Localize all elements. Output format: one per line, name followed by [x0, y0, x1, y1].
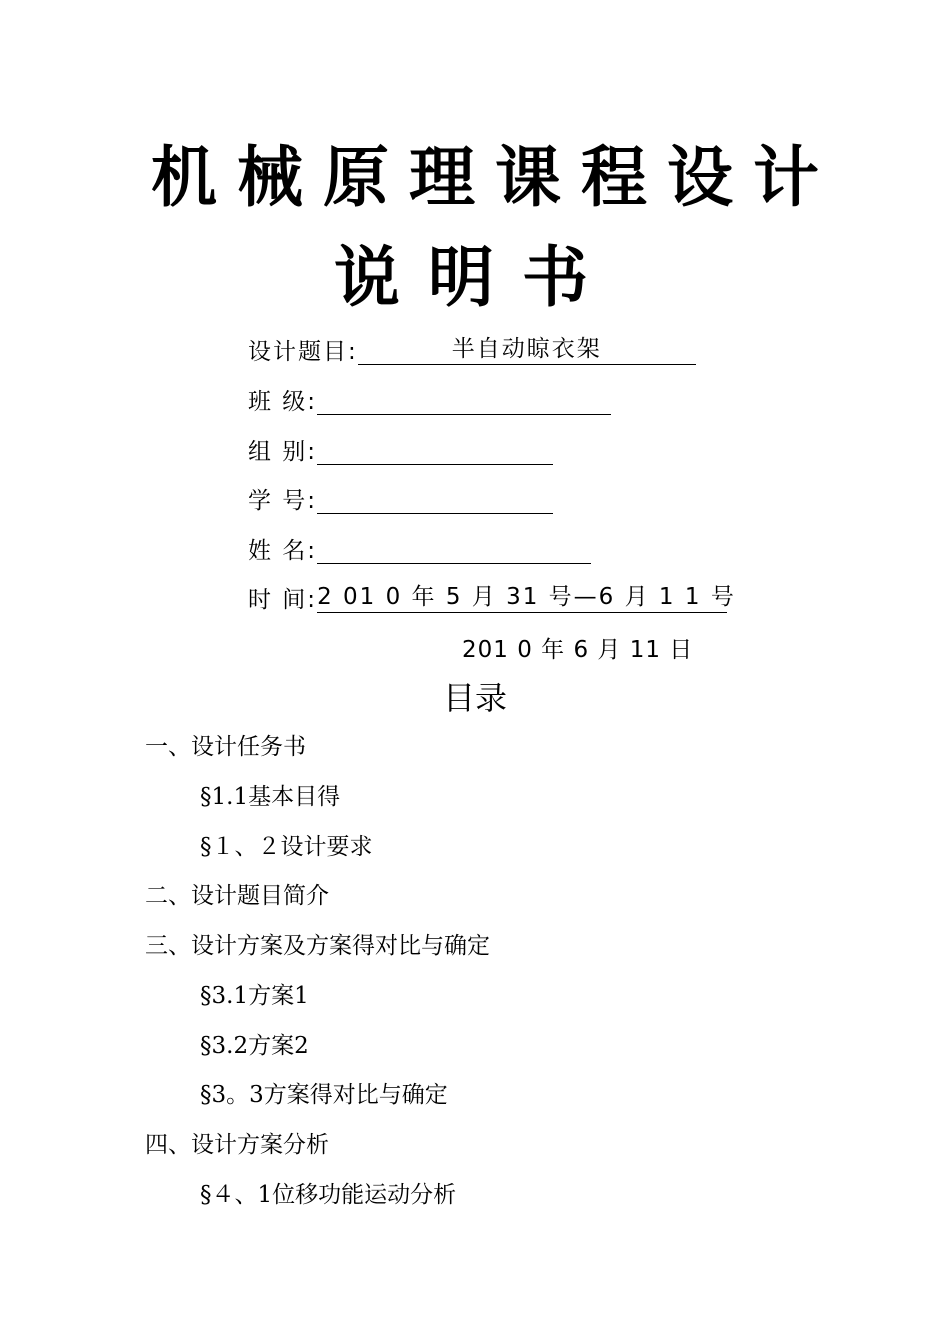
field-value: [317, 384, 611, 415]
field-label: 设计题目:: [248, 339, 358, 365]
field-label: 班 级:: [248, 389, 318, 415]
field-label: 时 间:: [248, 587, 318, 613]
toc-item: §3.1方案1: [200, 983, 309, 1009]
document-subtitle: 说明书: [334, 239, 616, 316]
toc-heading: 目录: [442, 679, 507, 717]
document-title: 机械原理课程设计: [151, 139, 839, 216]
toc-item: §3。3方案得对比与确定: [200, 1082, 448, 1108]
document-date: 201 0 年 6 月 11 日: [462, 637, 694, 663]
field-student-id: [248, 481, 553, 521]
toc-item: §１、２设计要求: [200, 834, 373, 860]
toc-item: 三、设计方案及方案得对比与确定: [145, 933, 490, 959]
field-value: [317, 483, 553, 514]
toc-item: §3.2方案2: [200, 1033, 309, 1059]
field-value: [317, 434, 553, 465]
field-design-topic: [248, 332, 696, 372]
toc-item: 四、设计方案分析: [145, 1132, 329, 1158]
field-class: [248, 382, 611, 422]
toc-item: §４、1位移功能运动分析: [200, 1182, 457, 1208]
toc-item: 一、设计任务书: [145, 734, 306, 760]
field-value: 半自动晾衣架: [358, 334, 696, 365]
field-group: [248, 432, 553, 472]
field-label: 组 别:: [248, 439, 318, 465]
field-time: [248, 580, 736, 620]
field-name: [248, 531, 591, 571]
toc-item: §1.1基本目得: [200, 784, 341, 810]
field-value: [317, 533, 591, 564]
field-label: 学 号:: [248, 488, 318, 514]
field-label: 姓 名:: [248, 538, 318, 564]
field-value: 2 01 0 年 5 月 31 号—6 月 1 1 号: [317, 582, 727, 613]
toc-item: 二、设计题目简介: [145, 883, 329, 909]
